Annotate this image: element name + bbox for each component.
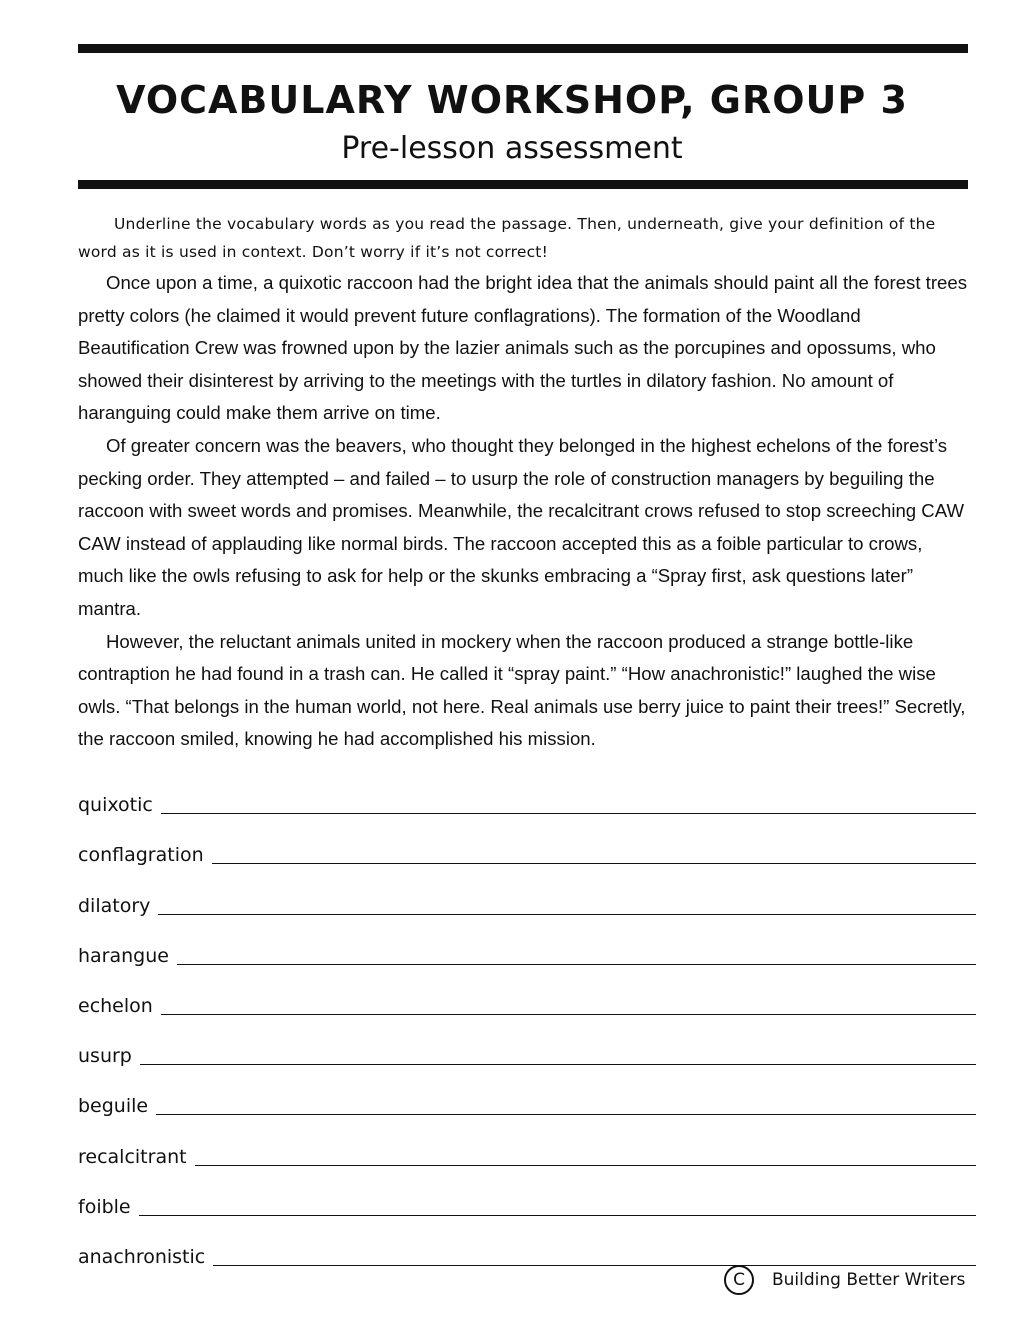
- reading-passage: [78, 267, 968, 756]
- vocabulary-row: [78, 974, 976, 1024]
- definition-answer-line[interactable]: [195, 1147, 976, 1166]
- definition-answer-line[interactable]: [212, 845, 976, 864]
- vocabulary-row: [78, 1024, 976, 1074]
- vocabulary-row: [78, 1074, 976, 1124]
- vocabulary-word: dilatory: [78, 894, 151, 917]
- vocabulary-word: echelon: [78, 994, 153, 1017]
- bottom-divider: [78, 180, 968, 189]
- vocabulary-row: [78, 924, 976, 974]
- vocabulary-word: usurp: [78, 1045, 132, 1068]
- definition-answer-line[interactable]: [139, 1197, 976, 1216]
- passage-paragraph: Once upon a time, a quixotic raccoon had the bright idea that the animals should paint all the forest trees pretty colors (he claimed it would prevent future conflagrations). The formation of the Woodland Beautification Crew was frowned upon by the lazier animals such as the porcupines and opossums, who showed their disinterest by arriving to the meetings with the turtles in dilatory fashion. No amount of haranguing could make them arrive on time.: [78, 272, 967, 424]
- vocabulary-word: anachronistic: [78, 1245, 206, 1268]
- vocabulary-row: [78, 1124, 976, 1174]
- definition-answer-line[interactable]: [140, 1046, 976, 1065]
- vocabulary-word: quixotic: [78, 794, 153, 817]
- vocabulary-word: recalcitrant: [78, 1145, 187, 1168]
- definition-answer-line[interactable]: [161, 795, 976, 814]
- vocabulary-row: [78, 773, 976, 823]
- footer-credit: [724, 1263, 965, 1297]
- definition-answer-line[interactable]: [156, 1096, 976, 1115]
- passage-paragraph: Of greater concern was the beavers, who thought they belonged in the highest echelons of the forest’s pecking order. They attempted – and failed – to usurp the role of construction managers by beguiling the raccoon with sweet words and promises. Meanwhile, the recalcitrant crows refused to stop screeching CAW CAW instead of applauding like normal birds. The raccoon accepted this as a foible particular to crows, much like the owls refusing to ask for help or the skunks embracing a “Spray first, ask questions later” mantra.: [78, 434, 964, 619]
- vocabulary-word: beguile: [78, 1095, 149, 1118]
- vocabulary-word: harangue: [78, 944, 169, 967]
- definition-answer-line[interactable]: [177, 946, 976, 965]
- vocabulary-row: [78, 873, 976, 923]
- top-divider: [78, 44, 968, 53]
- passage-paragraph: However, the reluctant animals united in mockery when the raccoon produced a strange bottle-like contraption he had found in a trash can. He called it “spray paint.” “How anachronistic!” laughed the wise owls. “That belongs in the human world, not here. Real animals use berry juice to paint their trees!” Secretly, the raccoon smiled, knowing he had accomplished his mission.: [78, 630, 966, 750]
- vocabulary-word: conflagration: [78, 844, 204, 867]
- instructions-text: Underline the vocabulary words as you read the passage. Then, underneath, give your definition of the word as it is used in context. Don’t worry if it’s not correct!: [78, 215, 936, 261]
- page-subtitle: Pre-lesson assessment: [341, 131, 683, 166]
- vocabulary-answer-list: [78, 773, 976, 1275]
- vocabulary-row: [78, 823, 976, 873]
- instructions: [78, 210, 968, 266]
- definition-answer-line[interactable]: [158, 896, 976, 915]
- copyright-icon: C: [724, 1265, 754, 1295]
- vocabulary-word: foible: [78, 1195, 131, 1218]
- footer-text: Building Better Writers: [772, 1270, 966, 1290]
- definition-answer-line[interactable]: [161, 996, 976, 1015]
- vocabulary-row: [78, 1175, 976, 1225]
- page-title: VOCABULARY WORKSHOP, GROUP 3: [116, 78, 908, 122]
